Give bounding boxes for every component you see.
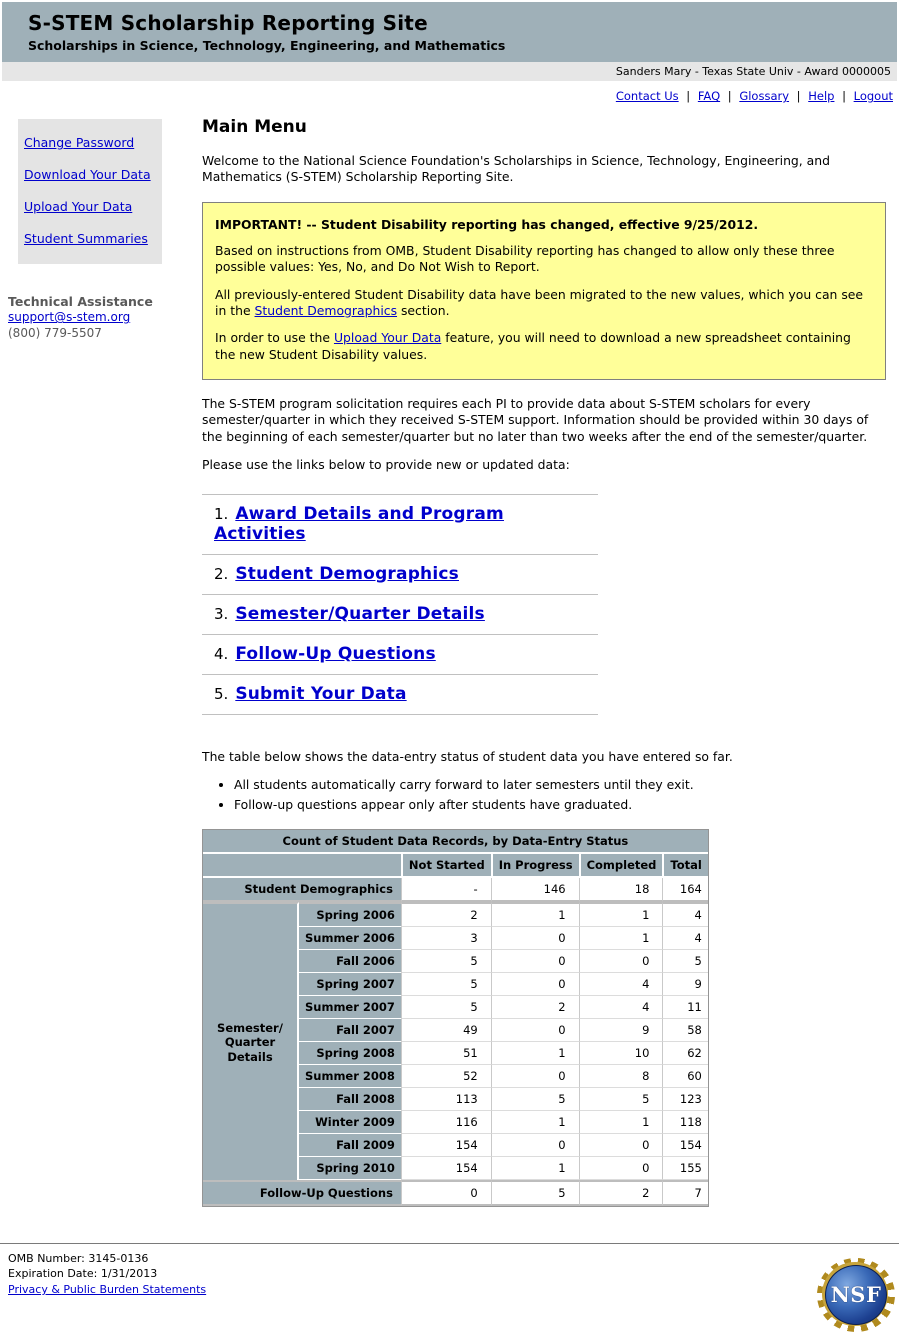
- count-cell: 0: [491, 927, 579, 950]
- welcome-text: Welcome to the National Science Foundation's Scholarships in Science, Technology, Engineering, and Mathematics (S-STEM) Scholarship Reporting Site.: [202, 153, 830, 185]
- count-cell: 51: [401, 1042, 491, 1065]
- solicitation-text: The S-STEM program solicitation requires each PI to provide data about S-STEM scholars for every semester/quarter in which they received S-STEM support. Information should be provided within 30 days of the beginning of each semester/quarter but no later than two weeks after the end of the semester/quarter.: [202, 396, 869, 444]
- menu-item-number: 4.: [214, 644, 229, 663]
- menu-link-award-details-and-program-activities[interactable]: Award Details and Program Activities: [214, 503, 504, 544]
- upload-your-data-link[interactable]: Upload Your Data: [333, 330, 442, 346]
- table-intro: The table below shows the data-entry status of student data you have entered so far.: [202, 748, 733, 764]
- demographics-row: [203, 878, 708, 902]
- count-cell: 113: [401, 1088, 491, 1111]
- notice-paragraph-3: [215, 330, 873, 363]
- count-cell: 0: [491, 973, 579, 996]
- site-subtitle: Scholarships in Science, Technology, Engineering, and Mathematics: [28, 38, 506, 53]
- nsf-logo: [817, 1258, 895, 1332]
- semester-label: Fall 2009: [299, 1134, 401, 1157]
- semester-label: Summer 2008: [299, 1065, 401, 1088]
- count-cell: 2: [579, 1180, 663, 1206]
- sidebar-link-download-your-data[interactable]: Download Your Data: [24, 167, 151, 182]
- count-cell: 146: [491, 878, 579, 902]
- table-title: Count of Student Data Records, by Data-Entry Status: [203, 830, 708, 854]
- count-cell: 5: [401, 996, 491, 1019]
- notice-heading: IMPORTANT! -- Student Disability reporting has changed, effective 9/25/2012.: [215, 216, 759, 232]
- nav-separator: |: [724, 89, 736, 103]
- count-cell: 4: [579, 973, 663, 996]
- support-email-link[interactable]: support@s-stem.org: [8, 310, 131, 325]
- count-cell: 1: [491, 1111, 579, 1134]
- notice-p2-after: section.: [397, 302, 450, 318]
- menu-link-student-demographics[interactable]: Student Demographics: [235, 563, 459, 584]
- count-cell: 1: [491, 1157, 579, 1180]
- top-nav: [0, 81, 899, 105]
- count-cell: 1: [491, 1042, 579, 1065]
- important-notice: [202, 202, 886, 380]
- semester-row: [203, 902, 708, 927]
- semester-label: Winter 2009: [299, 1111, 401, 1134]
- count-cell: 1: [491, 902, 579, 927]
- nsf-logo-globe-icon: [825, 1265, 887, 1325]
- count-cell: 60: [662, 1065, 707, 1088]
- support-phone: (800) 779-5507: [8, 325, 102, 340]
- count-cell: 62: [662, 1042, 707, 1065]
- notice-paragraph-2: [215, 287, 873, 320]
- status-table: [202, 829, 709, 1207]
- count-cell: 58: [662, 1019, 707, 1042]
- count-cell: 1: [579, 1111, 663, 1134]
- count-cell: 123: [662, 1088, 707, 1111]
- count-cell: 3: [401, 927, 491, 950]
- followup-row: [203, 1180, 708, 1206]
- menu-item-number: 1.: [214, 504, 229, 523]
- menu-item: [202, 494, 598, 555]
- sidebar-link-change-password[interactable]: Change Password: [24, 135, 135, 150]
- followup-label: Follow-Up Questions: [203, 1180, 401, 1206]
- menu-item-number: 2.: [214, 564, 229, 583]
- main-menu-list: [202, 494, 598, 715]
- page-footer: [0, 1243, 899, 1338]
- semester-label: Spring 2007: [299, 973, 401, 996]
- menu-item: [202, 595, 598, 635]
- menu-item: [202, 635, 598, 675]
- site-brand: S-STEM: [28, 11, 114, 35]
- count-cell: 5: [401, 950, 491, 973]
- sidebar-links-box: [18, 119, 162, 264]
- count-cell: 8: [579, 1065, 663, 1088]
- table-note: • Follow-up questions appear only after students have graduated.: [234, 797, 886, 814]
- menu-item: [202, 675, 598, 715]
- count-cell: 10: [579, 1042, 663, 1065]
- user-info-bar: [2, 62, 897, 81]
- count-cell: 5: [662, 950, 707, 973]
- count-cell: 0: [401, 1180, 491, 1206]
- count-cell: 0: [579, 950, 663, 973]
- column-header-total: Total: [662, 854, 707, 878]
- nav-link-glossary[interactable]: Glossary: [739, 89, 790, 103]
- nav-link-contact-us[interactable]: Contact Us: [615, 89, 679, 103]
- menu-item: [202, 555, 598, 595]
- count-cell: 116: [401, 1111, 491, 1134]
- count-cell: 0: [579, 1134, 663, 1157]
- count-cell: 5: [579, 1088, 663, 1111]
- count-cell: 9: [579, 1019, 663, 1042]
- count-cell: 154: [662, 1134, 707, 1157]
- sidebar-link-upload-your-data[interactable]: Upload Your Data: [24, 199, 133, 214]
- count-cell: 9: [662, 973, 707, 996]
- privacy-statements-link[interactable]: Privacy & Public Burden Statements: [8, 1283, 207, 1297]
- count-cell: 7: [662, 1180, 707, 1206]
- table-title-row: [203, 830, 708, 854]
- count-cell: 0: [491, 1065, 579, 1088]
- site-header: [2, 2, 897, 62]
- nav-link-help[interactable]: Help: [808, 89, 835, 103]
- count-cell: 154: [401, 1134, 491, 1157]
- notice-paragraph-1: Based on instructions from OMB, Student Disability reporting has changed to allow only these three possible values: Yes, No, and Do Not Wish to Report.: [215, 242, 835, 275]
- count-cell: 164: [662, 878, 707, 902]
- left-sidebar: [0, 105, 202, 341]
- technical-assistance: [8, 294, 202, 341]
- nav-separator: |: [682, 89, 694, 103]
- count-cell: 18: [579, 878, 663, 902]
- count-cell: 154: [401, 1157, 491, 1180]
- count-cell: 0: [491, 950, 579, 973]
- links-intro: Please use the links below to provide new or updated data:: [202, 457, 570, 473]
- semester-label: Fall 2007: [299, 1019, 401, 1042]
- semester-label: Spring 2006: [299, 902, 401, 927]
- count-cell: 155: [662, 1157, 707, 1180]
- sidebar-link-student-summaries[interactable]: Student Summaries: [24, 231, 148, 246]
- semester-label: Spring 2010: [299, 1157, 401, 1180]
- count-cell: 52: [401, 1065, 491, 1088]
- site-title: [28, 11, 887, 35]
- demographics-label: Student Demographics: [203, 878, 401, 902]
- column-header-completed: Completed: [579, 854, 663, 878]
- count-cell: 2: [491, 996, 579, 1019]
- notice-p3-after: feature, you will need to download a new spreadsheet containing the new Student Disability values.: [215, 330, 851, 362]
- menu-item-number: 3.: [214, 604, 229, 623]
- omb-number: OMB Number: 3145-0136: [8, 1252, 149, 1266]
- count-cell: 1: [579, 927, 663, 950]
- table-note: • All students automatically carry forward to later semesters until they exit.: [234, 777, 886, 794]
- student-demographics-link[interactable]: Student Demographics: [254, 302, 398, 318]
- page-title: Main Menu: [202, 117, 307, 137]
- column-header-in-progress: In Progress: [491, 854, 579, 878]
- column-header-blank: [203, 854, 401, 878]
- count-cell: 2: [401, 902, 491, 927]
- menu-item-number: 5.: [214, 684, 229, 703]
- semester-quarter-group-label: Semester/ Quarter Details: [203, 902, 299, 1180]
- count-cell: 5: [491, 1088, 579, 1111]
- semester-label: Summer 2007: [299, 996, 401, 1019]
- count-cell: -: [401, 878, 491, 902]
- technical-assistance-title: Technical Assistance: [8, 294, 153, 309]
- main-content: [202, 105, 886, 1207]
- site-title-rest: Scholarship Reporting Site: [113, 11, 428, 35]
- notice-p2-before: All previously-entered Student Disability data have been migrated to the new values, which you can see in the: [215, 286, 864, 318]
- count-cell: 1: [579, 902, 663, 927]
- count-cell: 49: [401, 1019, 491, 1042]
- semester-label: Spring 2008: [299, 1042, 401, 1065]
- count-cell: 0: [491, 1134, 579, 1157]
- nav-link-logout[interactable]: Logout: [853, 89, 893, 103]
- semester-label: Fall 2006: [299, 950, 401, 973]
- table-column-header-row: [203, 854, 708, 878]
- count-cell: 0: [491, 1019, 579, 1042]
- table-notes: [216, 777, 886, 813]
- count-cell: 4: [662, 927, 707, 950]
- count-cell: 5: [491, 1180, 579, 1206]
- count-cell: 4: [579, 996, 663, 1019]
- count-cell: 4: [662, 902, 707, 927]
- column-header-not-started: Not Started: [401, 854, 491, 878]
- menu-link-submit-your-data[interactable]: Submit Your Data: [235, 683, 407, 704]
- nav-link-faq[interactable]: FAQ: [697, 89, 721, 103]
- count-cell: 118: [662, 1111, 707, 1134]
- count-cell: 0: [579, 1157, 663, 1180]
- count-cell: 11: [662, 996, 707, 1019]
- user-info: Sanders Mary - Texas State Univ - Award 0000005: [615, 65, 891, 78]
- menu-link-follow-up-questions[interactable]: Follow-Up Questions: [235, 643, 436, 664]
- nav-separator: |: [793, 89, 805, 103]
- semester-label: Fall 2008: [299, 1088, 401, 1111]
- expiration-date: Expiration Date: 1/31/2013: [8, 1267, 158, 1281]
- menu-link-semester-quarter-details[interactable]: Semester/Quarter Details: [235, 603, 485, 624]
- notice-p3-before: In order to use the: [215, 330, 334, 346]
- nsf-logo-text: NSF: [830, 1282, 882, 1308]
- semester-label: Summer 2006: [299, 927, 401, 950]
- nav-separator: |: [838, 89, 850, 103]
- count-cell: 5: [401, 973, 491, 996]
